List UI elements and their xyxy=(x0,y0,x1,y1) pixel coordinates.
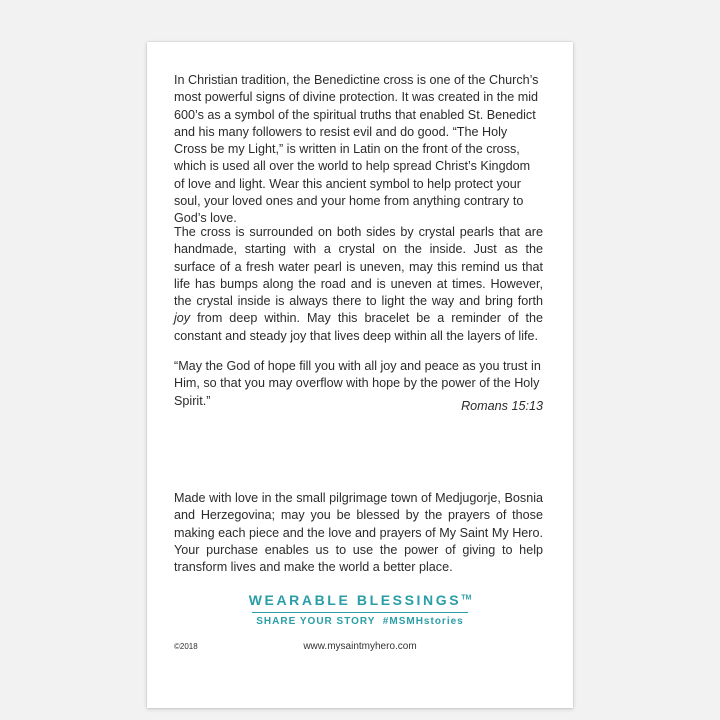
copyright-text: ©2018 xyxy=(174,642,198,651)
trademark-mark: TM xyxy=(461,594,472,602)
paragraph-crystal-pearls-text-a: The cross is surrounded on both sides by crystal pearls that are handmade, starting with a crystal on the inside. Just as the surface of a fresh water pearl is uneven, may this remind us that life has bumps along the road and is uneven at times. However, the crystal inside is always there to light the way and bring forth xyxy=(174,225,543,309)
paragraph-crystal-pearls xyxy=(174,224,543,345)
brand-title xyxy=(249,592,472,608)
brand-subtitle: SHARE YOUR STORY #MSMHstories xyxy=(256,616,464,627)
scripture-quote: “May the God of hope fill you with all joy and peace as you trust in Him, so that you may overflow with hope by the power of the Holy Spirit.” xyxy=(174,359,541,408)
paragraph-made-with-love: Made with love in the small pilgrimage town of Medjugorje, Bosnia and Herzegovina; may you be blessed by the prayers of those making each piece and the love and prayers of My Saint My Hero. Your purchase enables us to use the power of giving to help transform lives and make the world a better place. xyxy=(174,491,543,575)
brand-title-text: WEARABLE BLESSINGS xyxy=(248,592,462,608)
paragraph-benedictine-cross: In Christian tradition, the Benedictine cross is one of the Church’s most powerful signs of divine protection. It was created in the mid 600’s as a symbol of the spiritual truths that enabled St. Benedict and his many followers to resist evil and do good. “The Holy Cross be my Light,” is written in Latin on the front of the cross, which is used all over the world to help spread Christ’s Kingdom of love and light. Wear this ancient symbol to help protect your soul, your loved ones and your home from anything contrary to God’s love. xyxy=(174,73,539,226)
website-url: www.mysaintmyhero.com xyxy=(303,641,417,652)
product-card xyxy=(147,42,573,708)
paragraph-crystal-pearls-text-b: from deep within. May this bracelet be a reminder of the constant and steady joy that lives deep within all the layers of life. xyxy=(174,311,543,343)
scripture-reference: Romans 15:13 xyxy=(461,399,543,413)
brand-divider xyxy=(252,612,468,613)
brand-block xyxy=(147,592,573,627)
emphasis-joy: joy xyxy=(174,311,191,326)
